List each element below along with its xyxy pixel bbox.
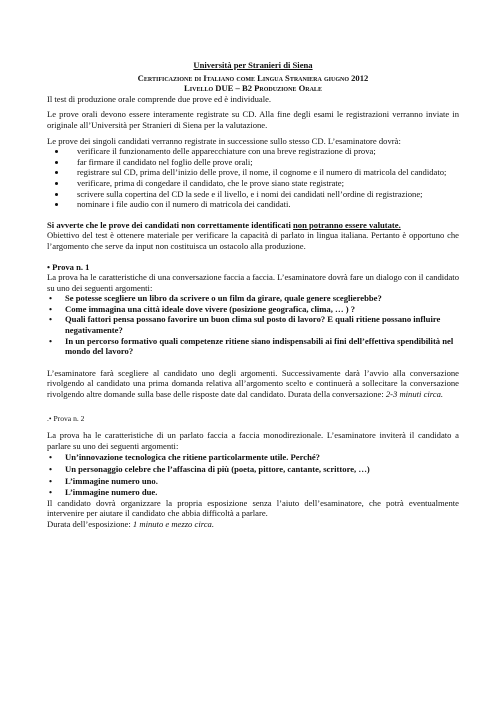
prova1-description: La prova ha le caratteristiche di una conversazione faccia a faccia. L’esaminatore dovrà fare un dialogo con il candidato su uno dei seguenti argomenti: <box>47 272 459 293</box>
level-title: Livello DUE – B2 Produzione Orale <box>184 83 322 94</box>
prova2-duration-line <box>47 519 459 530</box>
topic-item: • Se potesse scegliere un libro da scrivere o un film da girare, quale genere sceglierebbe? <box>47 293 459 304</box>
university-title: Università per Stranieri di Siena <box>193 60 313 70</box>
prova2-instructions: Il candidato dovrà organizzare la propria esposizione senza l’aiuto dell’esaminatore, che potrà eventualmente intervenire per aiutare il candidato che abbia difficoltà a parlare. <box>47 497 459 519</box>
topic-item: • Un’innovazione tecnologica che ritiene particolarmente utile. Perché? <box>47 452 459 463</box>
topic-item: • L’immagine numero due. <box>47 487 459 498</box>
prova2-duration-label: Durata dell’esposizione: <box>47 518 133 529</box>
prova2-description: La prova ha le caratteristiche di un parlato faccia a faccia monodirezionale. L’esaminatore inviterà il candidato a parlare su uno dei seguenti argomenti: <box>47 430 459 451</box>
prova2-topics-list <box>47 452 459 497</box>
warning-text <box>47 220 459 231</box>
certification-title: Certificazione di Italiano come Lingua Straniera giugno 2012 <box>137 72 369 83</box>
topic-item: • Quali fattori pensa possano favorire un buon clima sul posto di lavoro? E quali ritiene possano influire negativamente? <box>47 314 459 335</box>
duty-item: • scrivere sulla copertina del CD la sede e il livello, e i nomi dei candidati nell’ordine di registrazione; <box>67 189 459 200</box>
prova2-heading: .• Prova n. 2 <box>47 413 85 423</box>
document-page <box>47 60 459 530</box>
prova1-instructions-text: L’esaminatore farà scegliere al candidato uno degli argomenti. Successivamente darà l’avvio alla conversazione rivolgendo al candidato una prima domanda relativa all’argomento scelto e continuerà a sollecitare la conversazione rivolgendo altre domande sulla base delle risposte date dal candidato. Durata della conversazione: <box>47 367 459 400</box>
duty-item: • verificare, prima di congedare il candidato, che le prove siano state registrate; <box>67 178 459 189</box>
examiner-duties-list <box>47 146 459 210</box>
prova1-heading: • Prova n. 1 <box>47 261 90 272</box>
warning-underlined: non potranno essere valutate. <box>293 219 401 230</box>
intro-text: Il test di produzione orale comprende due prove ed è individuale. <box>47 93 272 104</box>
prova1-topics-list <box>47 293 459 357</box>
prova1-instructions <box>47 368 459 400</box>
topic-item: • Come immagina una città ideale dove vivere (posizione geografica, clima, … ) ? <box>47 304 459 315</box>
duty-item: • far firmare il candidato nel foglio delle prove orali; <box>67 157 459 168</box>
examiner-paragraph: Le prove dei singoli candidati verranno registrate in successione sullo stesso CD. L’esaminatore dovrà: <box>47 135 401 146</box>
duty-item: • verificare il funzionamento delle apparecchiature con una breve registrazione di prova; <box>67 146 459 157</box>
objective-text: Obiettivo del test è ottenere materiale per verificare la capacità di parlato in lingua italiana. Pertanto è opportuno che l’argomento che serve da input non costituisca un ostacolo alla produzione. <box>47 230 459 251</box>
topic-item: • Un personaggio celebre che l’affascina di più (poeta, pittore, cantante, scrittore, …) <box>47 464 459 475</box>
topic-item: • L’immagine numero uno. <box>47 476 459 487</box>
warning-text-start: Si avverte che le prove dei candidati non correttamente identificati <box>47 219 293 230</box>
prova1-duration: 2-3 minuti circa. <box>385 389 444 400</box>
prova2-duration: 1 minuto e mezzo circa. <box>132 518 214 529</box>
duty-item: • registrare sul CD, prima dell’inizio delle prove, il nome, il cognome e il numero di matricola del candidato; <box>67 167 459 178</box>
topic-item: • In un percorso formativo quali competenze ritiene siano indispensabili ai fini dell’effettiva spendibilità nel mondo del lavoro? <box>47 336 459 357</box>
recording-paragraph: Le prove orali devono essere interamente registrate su CD. Alla fine degli esami le registrazioni verranno inviate in originale all’Università per Stranieri di Siena per la valutazione. <box>47 109 459 130</box>
duty-item: • nominare i file audio con il numero di matricola dei candidati. <box>67 199 459 210</box>
